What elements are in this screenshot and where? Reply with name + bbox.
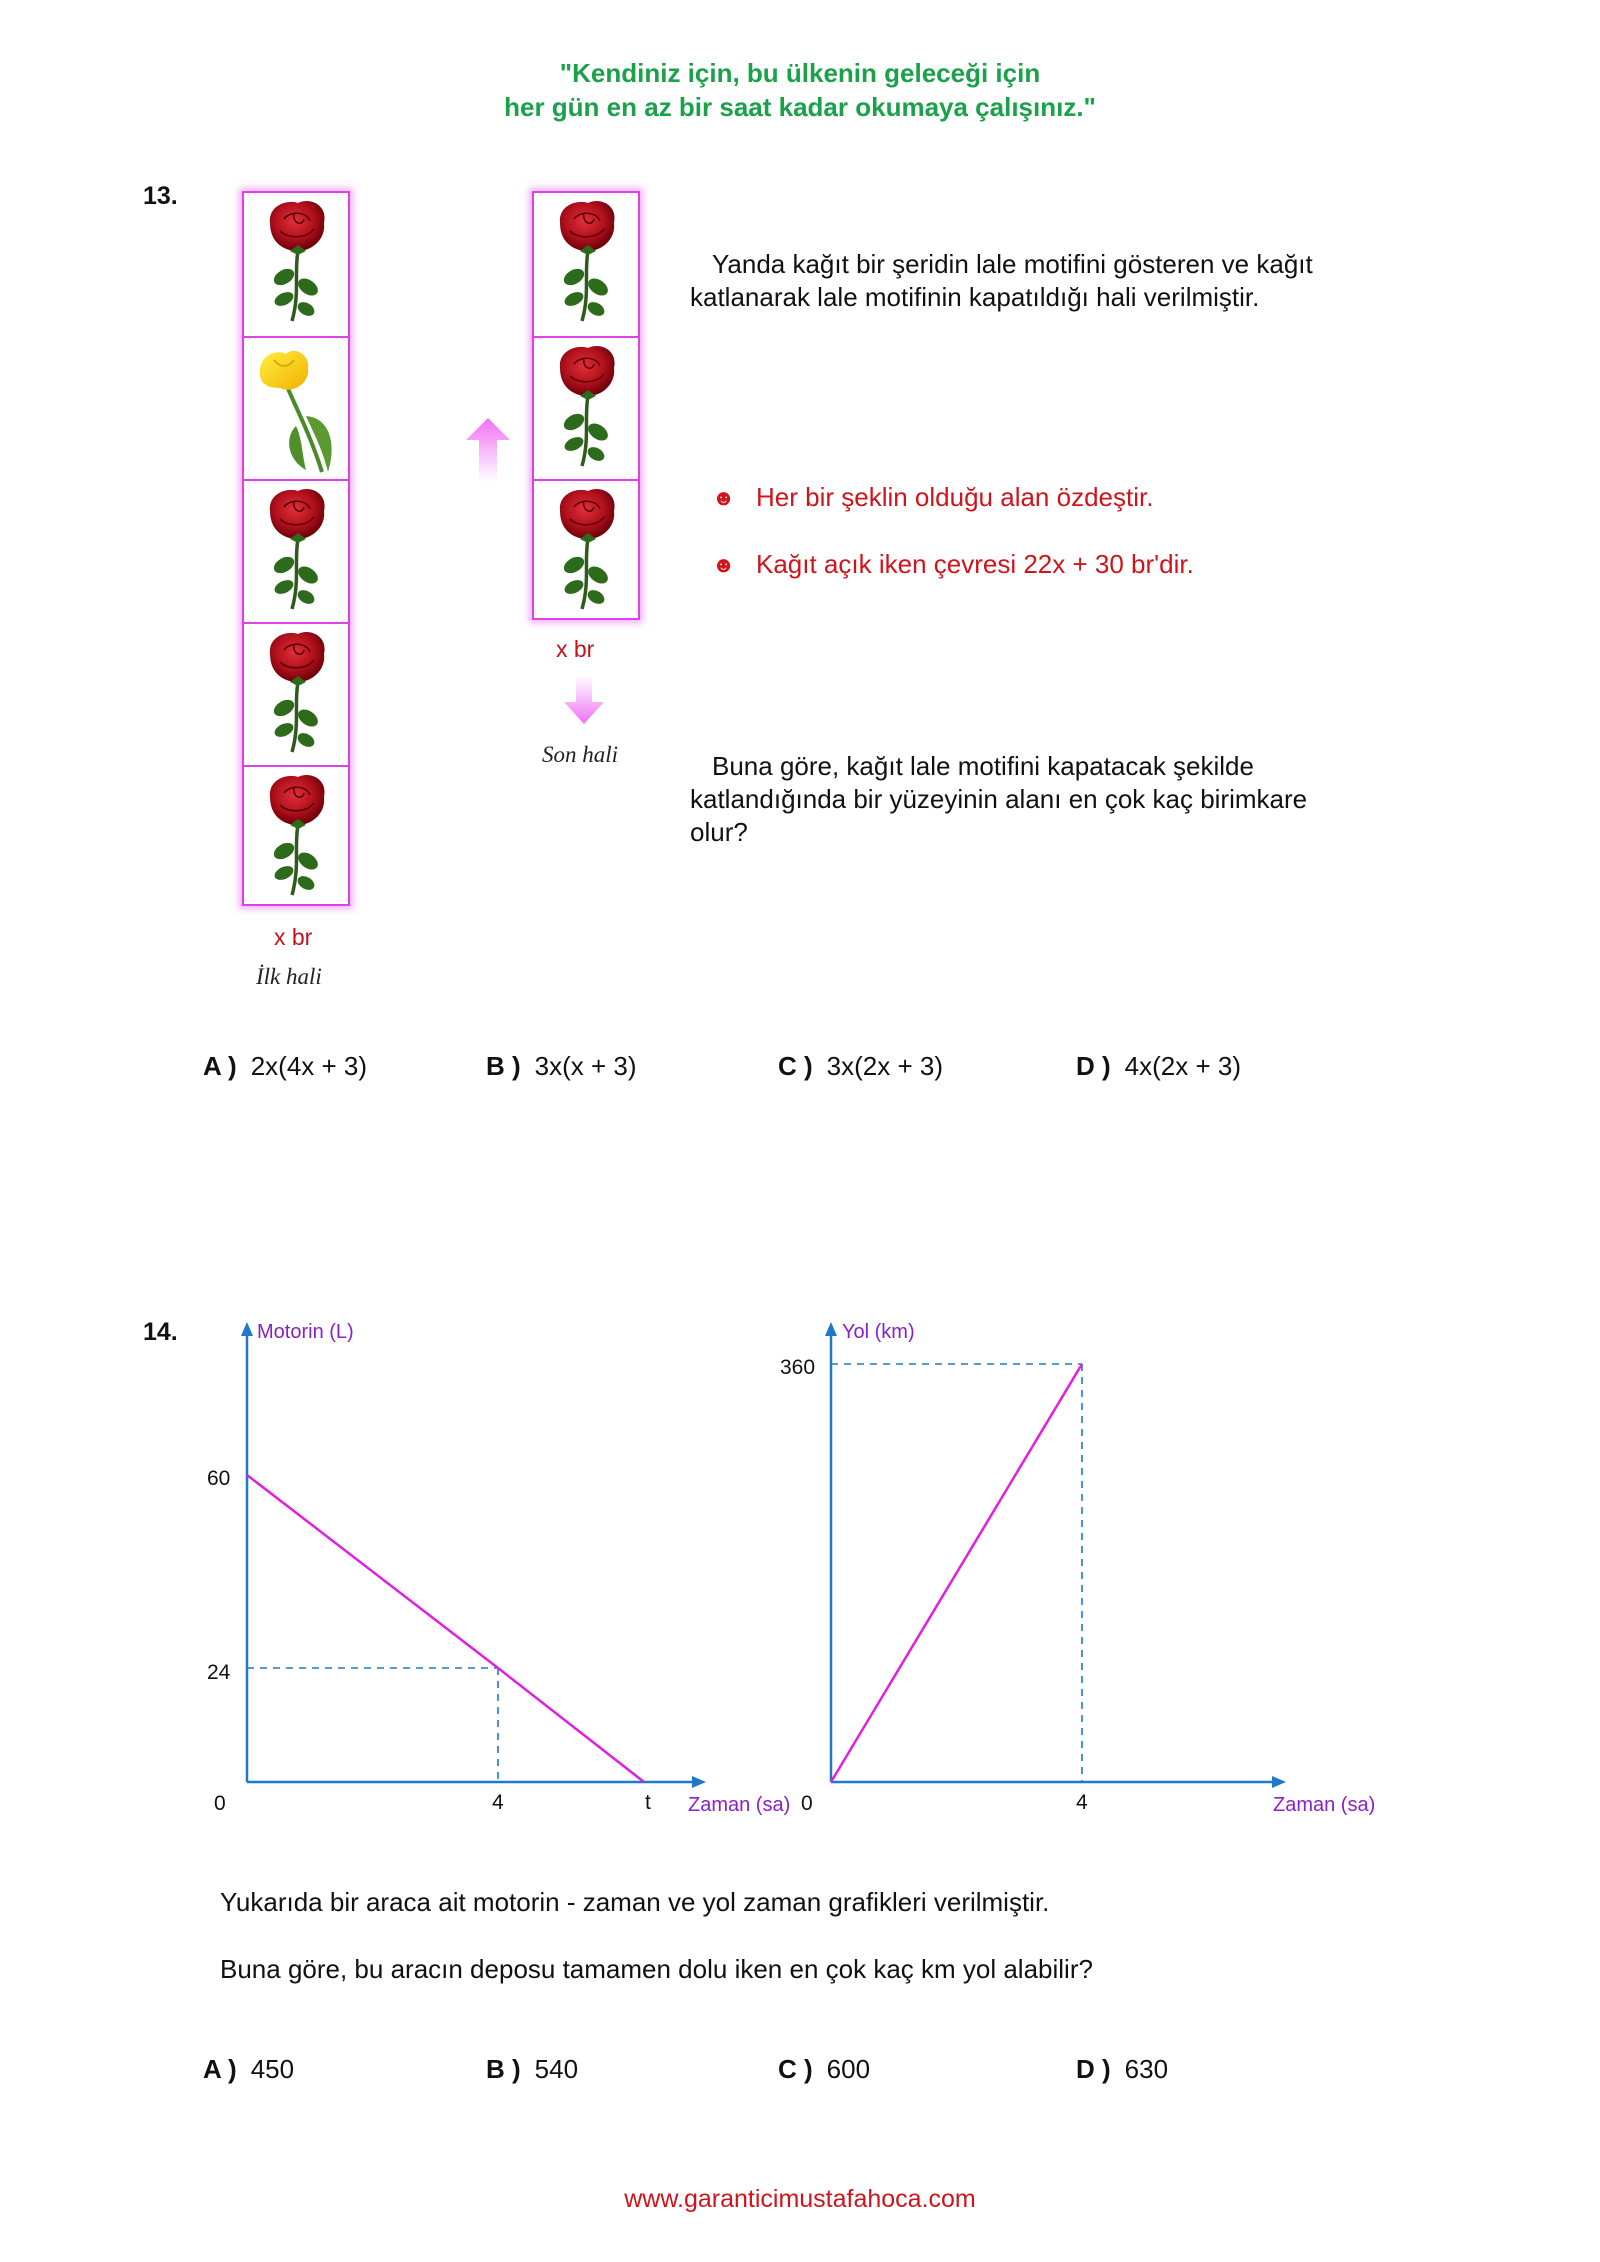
- strip-cell-5: [244, 765, 348, 908]
- chart2-series-line: [831, 1364, 1082, 1782]
- chart2-x-arrow: [1272, 1776, 1286, 1788]
- option-letter: D ): [1076, 1051, 1111, 1081]
- chart1-origin: 0: [214, 1792, 226, 1815]
- option-text: 4x(2x + 3): [1124, 1051, 1241, 1081]
- chart1-y-arrow: [241, 1322, 253, 1336]
- fuel-time-chart: [190, 1310, 791, 1830]
- motto-line-2: her gün en az bir saat kadar okumaya çalışınız.": [504, 92, 1096, 122]
- q14-description: Yukarıda bir araca ait motorin - zaman ve yol zaman grafikleri verilmiştir.: [220, 1887, 1050, 1917]
- initial-strip-width-label: x br: [274, 924, 313, 950]
- chart1-xtick-4: 4: [492, 1791, 504, 1814]
- strip-cell-4: [244, 622, 348, 765]
- chart1-x-arrow: [692, 1776, 706, 1788]
- q13-bullet-1-text: Her bir şeklin olduğu alan özdeştir.: [756, 482, 1154, 512]
- rose-icon: [244, 767, 348, 908]
- tulip-icon: [244, 338, 348, 479]
- q13-option-d[interactable]: [1076, 1051, 1241, 1082]
- final-cell-3: [534, 479, 638, 622]
- option-letter: D ): [1076, 2054, 1111, 2084]
- chart1-xtick-t: t: [645, 1791, 651, 1814]
- option-letter: B ): [486, 2054, 521, 2084]
- option-letter: B ): [486, 1051, 521, 1081]
- option-text: 600: [826, 2054, 871, 2084]
- rose-icon: [534, 481, 638, 622]
- chart1-ytick-24: 24: [207, 1661, 231, 1684]
- q14-option-d[interactable]: [1076, 2054, 1168, 2085]
- option-letter: C ): [778, 1051, 813, 1081]
- q13-bullet-1: [712, 482, 1153, 513]
- arrow-down-icon: [564, 676, 604, 724]
- distance-time-chart: [770, 1310, 1390, 1830]
- q14-option-c[interactable]: [778, 2054, 870, 2085]
- chart2-origin: 0: [801, 1792, 813, 1815]
- q13-option-c[interactable]: [778, 1051, 943, 1082]
- option-letter: A ): [203, 2054, 237, 2084]
- chart1-series-line: [247, 1475, 644, 1782]
- option-letter: A ): [203, 1051, 237, 1081]
- footer-link[interactable]: www.garanticimustafahoca.com: [624, 2185, 976, 2213]
- q14-question: Buna göre, bu aracın deposu tamamen dolu iken en çok kaç km yol alabilir?: [220, 1954, 1093, 1984]
- chart2-ylabel: Yol (km): [842, 1321, 915, 1343]
- final-strip-caption: Son hali: [542, 742, 619, 767]
- option-letter: C ): [778, 2054, 813, 2084]
- strip-cell-1: [244, 193, 348, 336]
- q13-bullet-2-text: Kağıt açık iken çevresi 22x + 30 br'dir.: [756, 549, 1194, 579]
- initial-strip: [242, 191, 350, 906]
- motto-line-1: "Kendiniz için, bu ülkenin geleceği için: [559, 58, 1041, 88]
- q13-question: Buna göre, kağıt lale motifini kapatacak şekilde katlandığında bir yüzeyinin alanı en çok kaç birimkare olur?: [690, 751, 1308, 847]
- q13-option-b[interactable]: [486, 1051, 637, 1082]
- smiley-bullet-icon: ☻: [712, 484, 736, 510]
- final-cell-1: [534, 193, 638, 336]
- q13-bullet-2: [712, 549, 1194, 580]
- chart2-xlabel: Zaman (sa): [1273, 1794, 1376, 1816]
- q13-option-a[interactable]: [203, 1051, 367, 1082]
- rose-icon: [244, 193, 348, 334]
- chart1-ytick-60: 60: [207, 1467, 231, 1490]
- q14-option-a[interactable]: [203, 2054, 294, 2085]
- q13-intro: Yanda kağıt bir şeridin lale motifini gösteren ve kağıt katlanarak lale motifinin kapatıldığı hali verilmiştir.: [690, 249, 1313, 312]
- final-strip-width-label: x br: [556, 636, 595, 662]
- option-text: 3x(x + 3): [534, 1051, 637, 1081]
- strip-cell-2: [244, 336, 348, 479]
- option-text: 450: [250, 2054, 295, 2084]
- chart2-xtick-4: 4: [1076, 1791, 1088, 1814]
- option-text: 3x(2x + 3): [826, 1051, 943, 1081]
- chart1-xlabel: Zaman (sa): [688, 1794, 791, 1816]
- chart1-ylabel: Motorin (L): [257, 1321, 354, 1343]
- arrow-up-icon: [466, 418, 510, 482]
- final-strip: [532, 191, 640, 620]
- chart2-ytick-360: 360: [780, 1356, 816, 1379]
- question-13-number: 13.: [143, 182, 178, 210]
- rose-icon: [244, 624, 348, 765]
- option-text: 630: [1124, 2054, 1169, 2084]
- option-text: 2x(4x + 3): [250, 1051, 368, 1081]
- q14-option-b[interactable]: [486, 2054, 578, 2085]
- rose-icon: [244, 481, 348, 622]
- option-text: 540: [534, 2054, 579, 2084]
- chart2-y-arrow: [825, 1322, 837, 1336]
- rose-icon: [534, 193, 638, 334]
- final-cell-2: [534, 336, 638, 479]
- initial-strip-caption: İlk hali: [256, 964, 322, 989]
- rose-icon: [534, 338, 638, 479]
- question-14-number: 14.: [143, 1318, 178, 1346]
- smiley-bullet-icon: ☻: [712, 551, 736, 577]
- strip-cell-3: [244, 479, 348, 622]
